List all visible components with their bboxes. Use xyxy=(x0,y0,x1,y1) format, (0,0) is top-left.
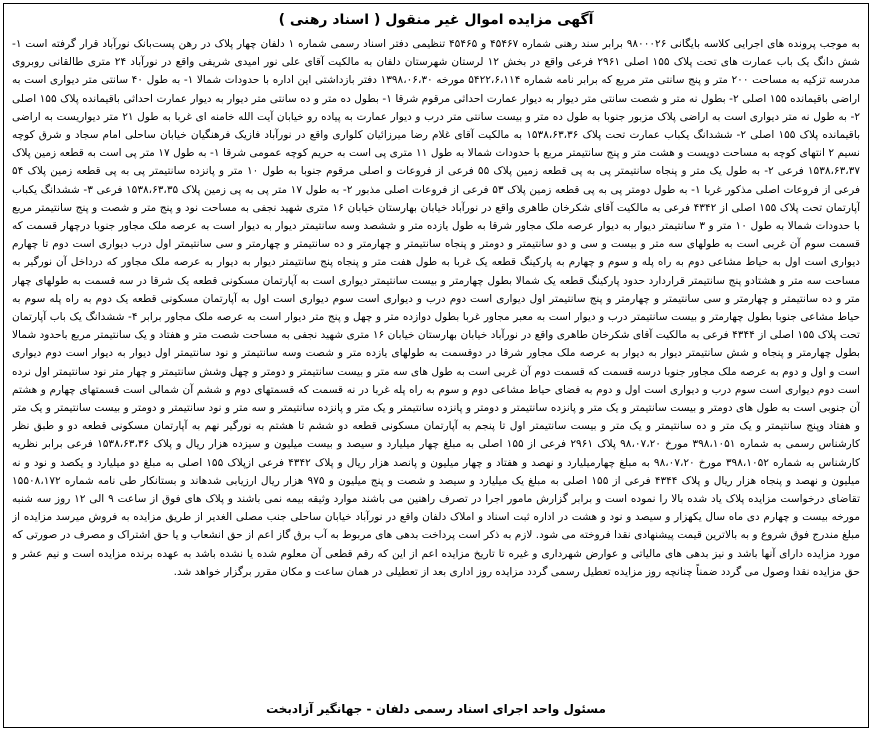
notice-body-text: به موجب پرونده های اجرایی کلاسه بایگانی ۹۸۰۰۰۲۶ برابر سند رهنی شماره ۴۵۴۶۷ و ۴۵۴۶۵ تنظیمی دفتر اسناد رسمی شماره ۱ دلفان چهار پلاک در رهن پست‌بانک نورآباد قرار گرفته است ۱- شش دانگ یک باب عمارت های تحت پلاک ۱۵۵ اصلی ۲۹۶۱ فرعی واقع در بخش ۱۲ لرستان شهرستان دلفان به مالکیت آقای علی نور امیدی شریفی واقع در نورآباد ۲۴ متری طالقانی روبروی مدرسه تزکیه به مساحت ۲۰۰ متر و پنج سانتی متر مربع که برابر نامه شماره ۵۴۲۲،۶،۱۱۴ مورخه ۱۳۹۸،۰۶،۳۰ دفتر بازداشتی این اداره با حدودات شمالا ۱- به طول ۴۰ سانتی متر دیواری است به اراضی باقیمانده ۱۵۵ اصلی ۲- بطول نه متر و شصت سانتی متر دیوار به دیوار عمارت احداثی مرقوم شرقا ۱- بطول ده متر و ده سانتی متر دیوار به دیوار عمارت احداثی باقیمانده پلاک ۱۵۵ اصلی ۲- به طول نه متر دیواری است به اراضی پلاک مزبور جنوبا به طول ده متر و بیست سانتی متر درب و دیوار عمارت به پیاده رو خیابان آیت الله خامنه ای غربا به طول ۲۱ متر دیواریست به اراضی باقیمانده پلاک ۱۵۵ اصلی ۲- ششدانگ یکباب عمارت تحت پلاک ۱۵۳۸،۶۳،۳۶ به مالکیت آقای غلام رضا میرزائیان کلواری واقع در نورآباد فازیک فرهنگیان خیابان ساحلی امام سجاد و شرق کوچه نسیم ۲ انتهای کوچه به مساحت دویست و هشت متر و پنج سانتیمتر مربع با حدودات شمالا به طول ۱۱ متری پی است به حریم کوچه عمومی شرقا ۱- به طول ۱۷ متر پی است به قطعه زمین پلاک ۱۵۳۸،۶۳،۳۷ فرعی ۲- به طول یک متر و پنجاه سانتیمتر پی به پی قطعه زمین پلاک ۵۵ فرعی از فروعات و اصلی مرقوم جنوبا به طول ۱۰ متر و پانزده سانتیمتر پی به پی قطعه زمین پلاک ۵۴ فرعی از فروعات اصلی مذکور غربا ۱- به طول دومتر پی به پی قطعه زمین پلاک ۵۳ فرعی از فروعات اصلی مذبور ۲- به طول ۱۷ متر پی به پی زمین پلاک ۱۵۳۸،۶۳،۳۵ فرعی ۳- ششدانگ یکباب آپارتمان تحت پلاک ۱۵۵ اصلی از ۴۳۴۲ فرعی به مالکیت آقای شکرخان طاهری واقع در نورآباد خیابان بهارستان خیابان ۱۶ متری شهید نجفی به مساحت نود و پنج متر و شصت و پنج سانتیمتر مربع با حدودات شمالا به طول ۱۰ متر و ۳ سانتیمتر دیوار به دیوار عرصه ملک مجاور شرقا به طول یازده متر و ششصد وسه سانتیمتر دیوار به دیوار است به عرصه ملک مجاور جنوبا درچهار قسمت که قسمت سوم آن غربی است به طولهای سه متر و بیست و سی و دو سانتیمتر و دومتر و پنجاه سانتیمتر و چهارمتر و ده سانتیمتر و چهارمتر و سی سانتیمتر اول درب دیواری است دوم تا چهارم دیواری است اول به حیاط مشاعی دوم به راه پله و سوم و چهارم به پارکینگ قطعه یک غربا به طول هفت متر و پنجاه پنج سانتیمتر دیوار به دیوار به عرصه ملک مجاور که درداخل آن نورگیر به مساحت سه متر و هشتادو پنج سانتیمتر قراردارد حدود پارکینگ قطعه یک شمالا بطول چهارمتر و بیست سانتیمتر دیواری است به آپارتمان مسکونی قطعه یک شرقا در سه قسمت به طولهای چهار متر و ده سانتیمتر و چهارمتر و سی سانتیمتر و چهارمتر و پنج سانتیمتر اول دیواری است دوم درب و دیواری است سوم دیواری است اول به آپارتمان مسکونی قطعه یک دوم به راه پله سوم به حیاط مشاعی جنوبا بطول چهارمتر و بیست سانتیمتر درب و دیوار است به معبر مجاور غربا بطول دوازده متر و چهل و پنج متر دیوار است به عرصه ملک مجاور برابر ۴- ششدانگ یک باب آپارتمان تحت پلاک ۱۵۵ اصلی از ۴۳۴۴ فرعی به مالکیت آقای شکرخان طاهری واقع در نورآباد خیابان بهارستان خیابان ۱۶ متری شهید نجفی به مساحت شصت متر و هفتاد و یک سانتیمتر مربع باحدود شمالا بطول چهارمتر و پنجاه و شش سانتیمتر دیوار به دیوار به عرصه ملک مجاور شرقا در دوقسمت به طولهای یازده متر و شصت وسه سانتیمتر و نود سانتیمتر اول دیوار به دیوار است دوم دیواری است و اول و دوم به عرصه ملک مجاور جنوبا درسه قسمت که قسمت دوم آن غربی است به طول های سه متر و بیست سانتیمتر و دومتر و چهل وشش سانتیمتر و چهار متر نود سانتیمتر اول نرده است دوم دیواری است سوم درب و دیواری است اول و دوم به فضای حیاط مشاعی دوم و سوم به راه پله غربا در نه قسمت که قسمتهای دوم و ششم آن شمالی است قسمتهای چهارم و هشتم آن جنوبی است به طول های دومتر و بیست سانتیمتر و یک متر و پانزده سانتیمتر و دومتر و پانزده سانتیمتر و یک متر و پانزده سانتیمتر و سه متر و نود سانتیمتر و دومتر و بیست سانتیمتر و یک متر و هفتاد وپنج سانتیمتر و یک متر و ده سانتیمتر و یک متر و بیست سانتیمتر اول تا پنجم به آپارتمان مسکونی قطعه دو ششم تا هشتم به نورگیر نهم به آپارتمان مسکونی قطعه دو و طبق نظر کارشناس رسمی به شماره ۳۹۸،۱۰۵۱ مورخ ۹۸،۰۷،۲۰ پلاک ۲۹۶۱ فرعی از ۱۵۵ اصلی به مبلغ چهار میلیارد و سیصد و بیست میلیون و سیزده هزار ریال و پلاک ۱۵۳۸،۶۳،۳۶ فرعی برابر نظریه کارشناس به شماره ۳۹۸،۱۰۵۲ مورخ ۹۸،۰۷،۲۰ به مبلغ چهارمیلیارد و نهصد و هفتاد و چهار میلیون و پانصد هزار ریال و پلاک ۴۳۴۲ فرعی ازپلاک ۱۵۵ اصلی به مبلغ دو میلیارد و یکصد و نود و نه میلیون و نهصد و پنجاه هزار ریال و پلاک ۴۳۴۴ فرعی از ۱۵۵ اصلی به مبلغ یک میلیارد و سیصد و شصت و پنج میلیون و ۹۷۵ هزار ریال ارزیابی شدهاند و بستانکار طی نامه شماره ۱۵۵۰۸،۱۷۲ تقاضای درخواست مزایده پلاک یاد شده بالا را نموده است و برابر گزارش مامور اجرا در تصرف راهنین می باشند موارد وثیقه بیمه نمی باشند و پلاک های فوق از ساعت ۹ الی ۱۲ روز سه شنبه مورخه بیست و چهارم دی ماه سال یکهزار و سیصد و نود و هشت در اداره ثبت اسناد و املاک دلفان واقع در نورآباد خیابان ساحلی جنب مصلی الغدیر از طریق مزایده به فروش میرسد مزایده از مبلغ مندرج فوق شروع و به بالاترین قیمت پیشنهادی نقدا فروخته می شود. لازم به ذکر است پرداخت بدهی های مربوط به آب برق گاز اعم از حق انشعاب و یا حق اشتراک و مصرف در صورتی که مورد مزایده دارای آنها باشد و نیز بدهی های مالیاتی و عوارض شهرداری و غیره تا تاریخ مزایده اعم از این که رقم قطعی آن معلوم شده یا نشده باشد به عهده برنده مزایده است و نیم عشر و حق مزایده نقدا وصول می گردد ضمناً چنانچه روز مزایده تعطیل رسمی گردد مزایده روز اداری بعد از تعطیلی در همان ساعت و مکان مقرر برگزار خواهد شد. xyxy=(12,38,860,578)
notice-title: آگهی مزایده اموال غیر منقول ( اسناد رهنی ) xyxy=(278,12,594,28)
notice-box xyxy=(3,3,869,728)
notice-signature: مسئول واحد اجرای اسناد رسمی دلفان - جهانگیر آزادبخت xyxy=(266,702,606,716)
